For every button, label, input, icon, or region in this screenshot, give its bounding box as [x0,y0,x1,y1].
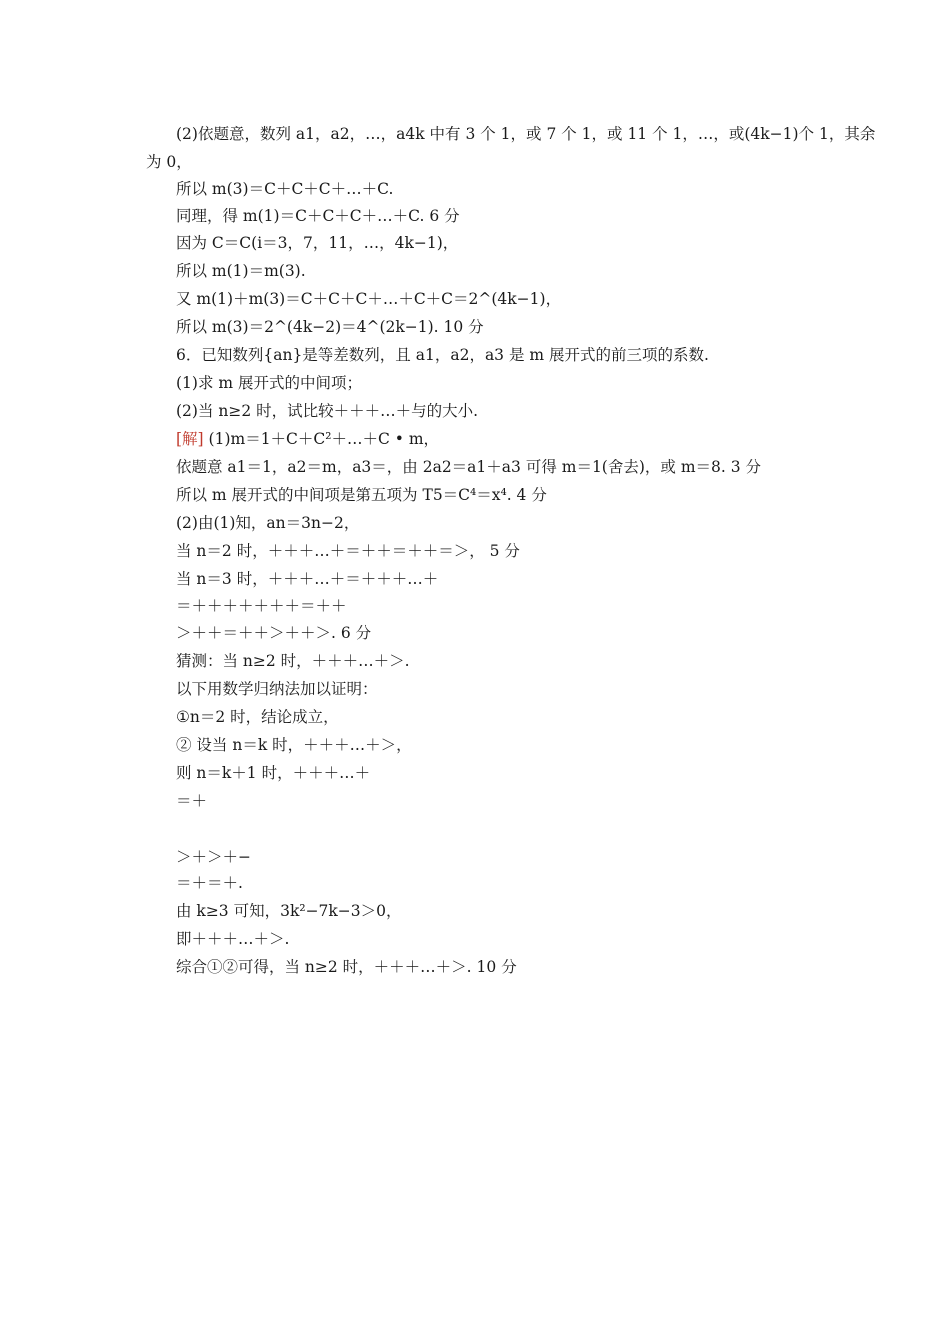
solution-tag: [解] [176,430,204,448]
text-line: 依题意 a1＝1，a2＝m，a3＝，由 2a2＝a1＋a3 可得 m＝1(舍去)，或 m＝8. 3 分 [176,458,762,476]
text-line: 当 n＝2 时，＋＋＋…＋＝＋＋＝＋＋＝＞， 5 分 [176,542,520,560]
text-line: 综合①②可得，当 n≥2 时，＋＋＋…＋＞. 10 分 [176,958,517,976]
text-line: (2)依题意，数列 a1，a2，…，a4k 中有 3 个 1，或 7 个 1，或 11 个 1，…，或(4k−1)个 1，其余 [176,125,876,143]
problem-statement: 6．已知数列{an}是等差数列，且 a1，a2，a3 是 m 展开式的前三项的系数. [176,346,709,364]
solution-line [176,429,439,449]
text-line: 所以 m(3)＝2^(4k−2)＝4^(2k−1). 10 分 [176,318,484,336]
text-line: (2)由(1)知，an＝3n−2， [176,514,360,532]
text-line: ＝＋＝＋. [176,874,243,892]
text-line: 为 0， [146,153,192,171]
text-line: 则 n＝k＋1 时，＋＋＋…＋ [176,764,371,782]
text-line: 所以 m 展开式的中间项是第五项为 T5＝C⁴＝x⁴. 4 分 [176,486,547,504]
text-line: ＞＋＋＝＋＋＞＋＋＞. 6 分 [176,624,372,642]
text-line: 即＋＋＋…＋＞. [176,930,290,948]
text-line: 所以 m(3)＝C＋C＋C＋…＋C. [176,180,394,198]
text-line: (1)m＝1＋C＋C²＋…＋C • m， [203,430,440,448]
text-line: (2)当 n≥2 时，试比较＋＋＋…＋与的大小. [176,402,479,420]
text-line: 又 m(1)＋m(3)＝C＋C＋C＋…＋C＋C＝2^(4k−1)， [176,290,562,308]
text-line: ①n＝2 时，结论成立， [176,708,339,726]
text-line: ＝＋ [176,792,208,810]
text-line: ＝＋＋＋＋＋＋＋＝＋＋ [176,597,347,615]
text-line: 猜测：当 n≥2 时，＋＋＋…＋＞. [176,652,410,670]
text-line: 同理，得 m(1)＝C＋C＋C＋…＋C. 6 分 [176,207,460,225]
text-line: 因为 C＝C(i＝3，7，11，…，4k−1)， [176,234,459,252]
text-line: ② 设当 n＝k 时，＋＋＋…＋＞， [176,736,412,754]
text-line: 由 k≥3 可知，3k²−7k−3＞0， [176,902,402,920]
text-line: 当 n＝3 时，＋＋＋…＋＝＋＋＋…＋ [176,570,439,588]
text-line: 以下用数学归纳法加以证明： [176,680,378,698]
text-line: 所以 m(1)＝m(3). [176,262,306,280]
text-line: (1)求 m 展开式的中间项； [176,374,363,392]
text-line: ＞＋＞＋− [176,848,251,866]
